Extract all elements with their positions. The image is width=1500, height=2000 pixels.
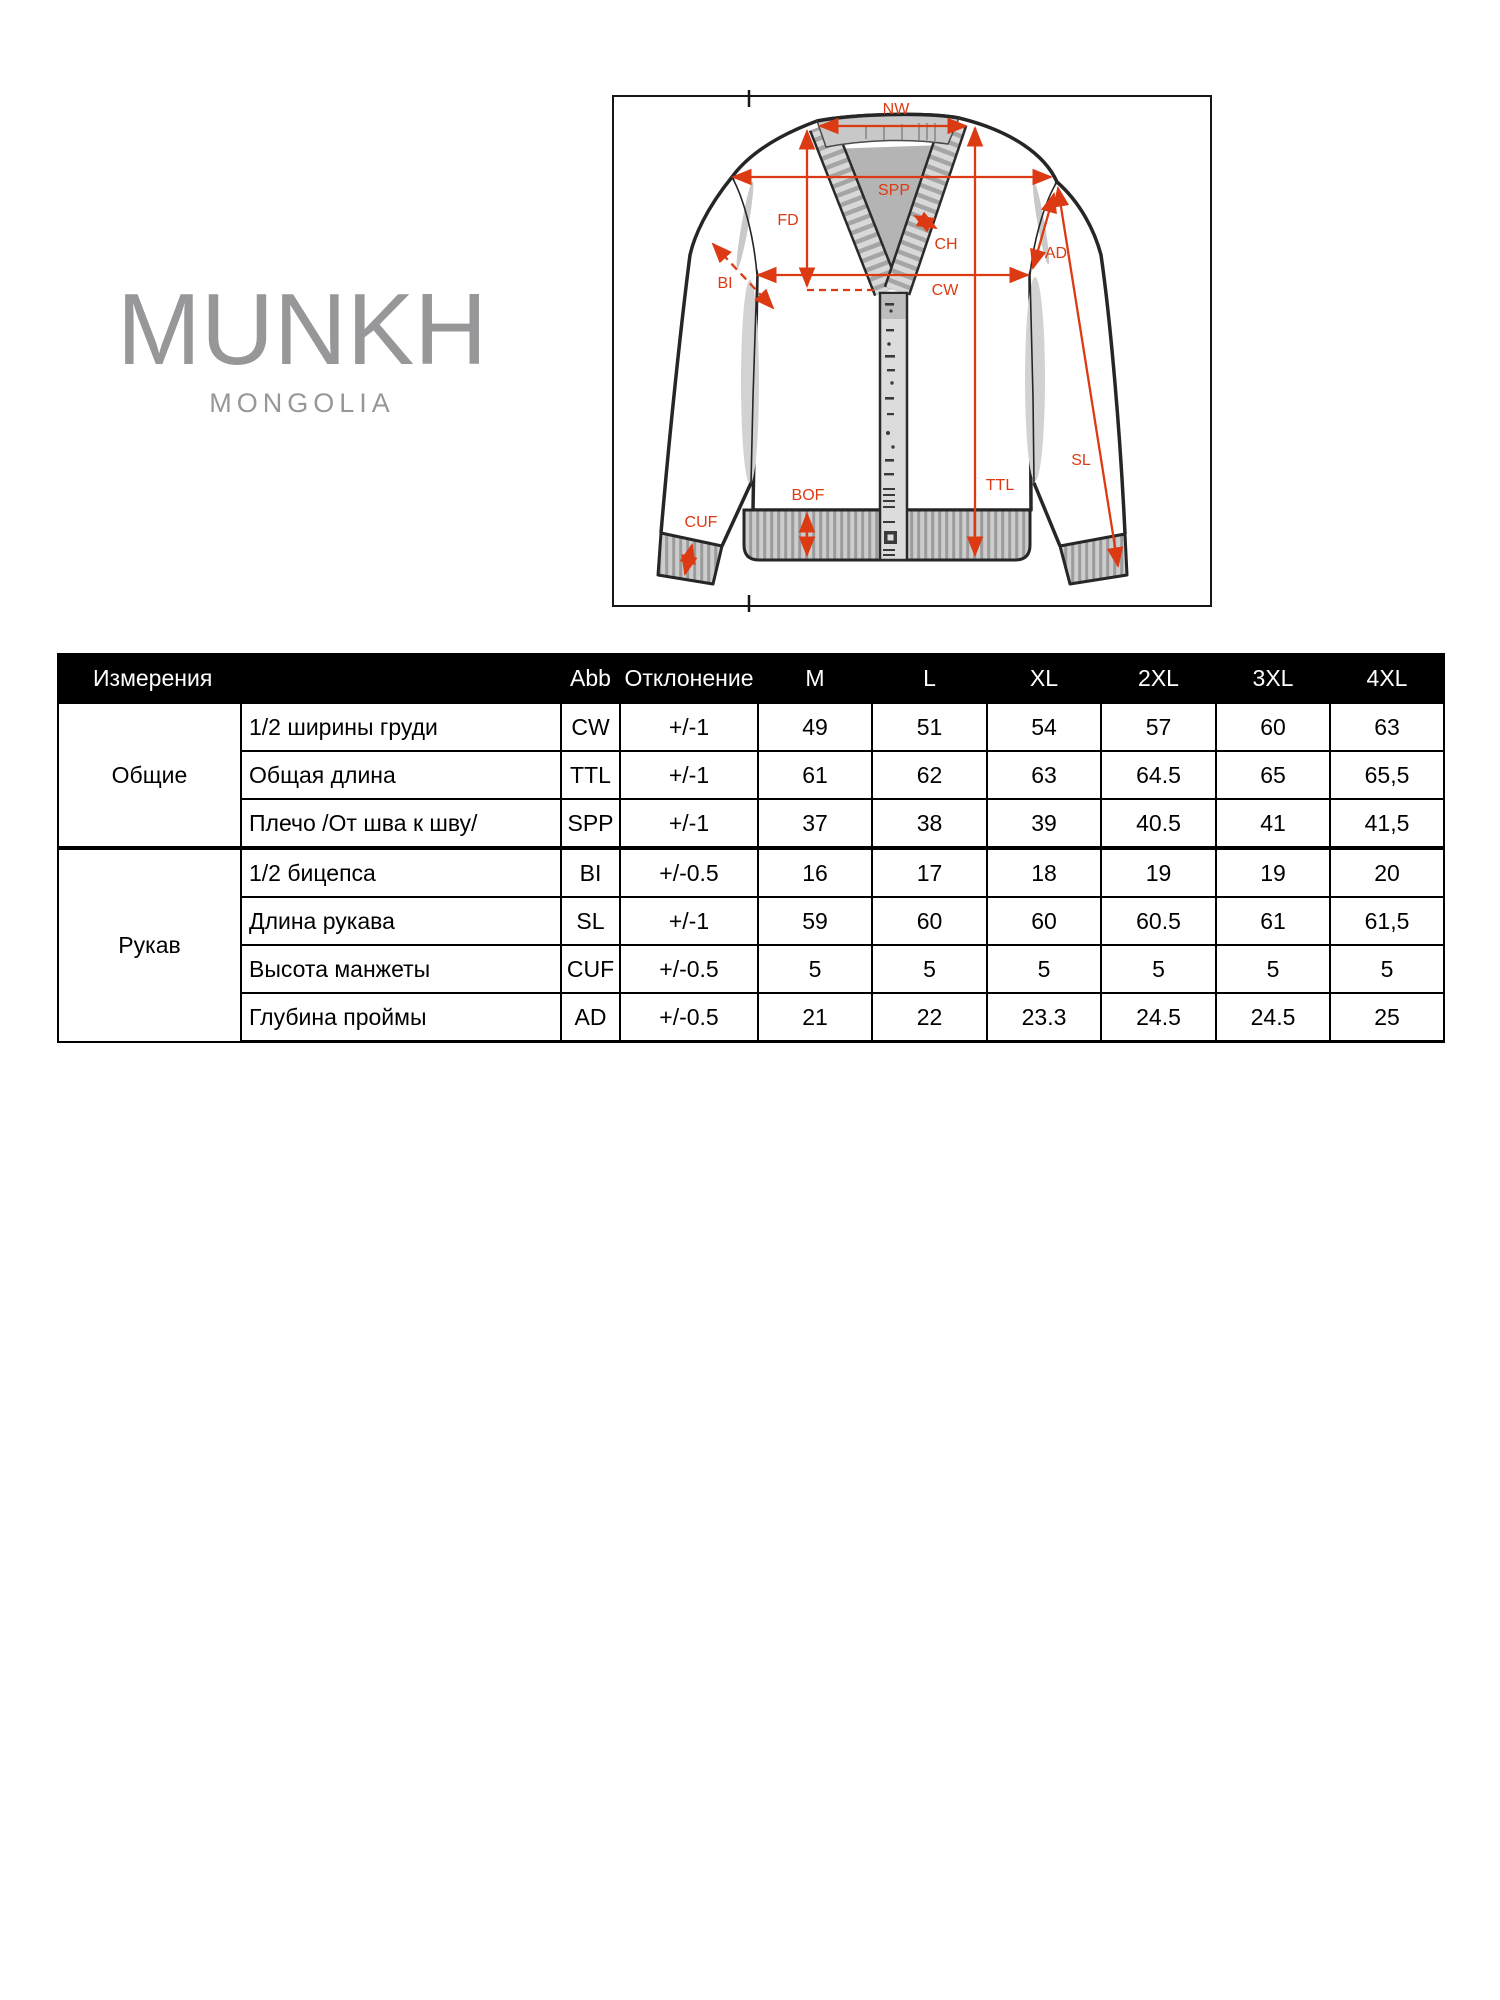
- measurement-name-cell: Длина рукава: [241, 897, 561, 945]
- ad-label: AD: [1044, 245, 1068, 262]
- size-value-cell: 24.5: [1216, 993, 1330, 1042]
- size-value-cell: 62: [872, 751, 987, 799]
- abb-cell: TTL: [561, 751, 620, 799]
- size-value-cell: 24.5: [1101, 993, 1216, 1042]
- measurement-name-cell: Высота манжеты: [241, 945, 561, 993]
- size-value-cell: 61: [758, 751, 872, 799]
- size-value-cell: 60: [872, 897, 987, 945]
- deviation-cell: +/-1: [620, 897, 758, 945]
- measurement-name-cell: 1/2 бицепса: [241, 848, 561, 897]
- abb-cell: CW: [561, 703, 620, 751]
- bi-label: BI: [717, 275, 733, 292]
- right-sleeve: [1025, 181, 1125, 546]
- table-row: [58, 945, 1444, 993]
- table-row: [58, 993, 1444, 1042]
- size-value-cell: 59: [758, 897, 872, 945]
- abb-cell: SPP: [561, 799, 620, 848]
- size-value-cell: 20: [1330, 848, 1444, 897]
- cuf-label: CUF: [684, 514, 718, 531]
- measurement-name-cell: Глубина проймы: [241, 993, 561, 1042]
- size-value-cell: 57: [1101, 703, 1216, 751]
- header-size-4xl: 4XL: [1330, 654, 1444, 703]
- size-value-cell: 54: [987, 703, 1101, 751]
- right-sleeve-shading: [1025, 277, 1045, 481]
- brand-logo: [116, 274, 488, 419]
- spp-label: SPP: [877, 182, 911, 199]
- measurement-name-cell: Общая длина: [241, 751, 561, 799]
- measurement-name-cell: 1/2 ширины груди: [241, 703, 561, 751]
- ch-label: CH: [934, 236, 958, 253]
- size-value-cell: 60.5: [1101, 897, 1216, 945]
- size-value-cell: 5: [1216, 945, 1330, 993]
- brand-subtitle: MONGOLIA: [209, 388, 395, 418]
- abb-cell: SL: [561, 897, 620, 945]
- measurement-name-cell: Плечо /От шва к шву/: [241, 799, 561, 848]
- size-value-cell: 5: [1330, 945, 1444, 993]
- size-value-cell: 61: [1216, 897, 1330, 945]
- size-value-cell: 60: [1216, 703, 1330, 751]
- header-abb: Abb: [561, 654, 620, 703]
- size-value-cell: 63: [1330, 703, 1444, 751]
- size-value-cell: 19: [1216, 848, 1330, 897]
- placket: [880, 293, 907, 560]
- size-value-cell: 19: [1101, 848, 1216, 897]
- size-value-cell: 49: [758, 703, 872, 751]
- size-value-cell: 63: [987, 751, 1101, 799]
- deviation-cell: +/-0.5: [620, 993, 758, 1042]
- size-value-cell: 65: [1216, 751, 1330, 799]
- size-value-cell: 51: [872, 703, 987, 751]
- size-value-cell: 41: [1216, 799, 1330, 848]
- table-row: [58, 848, 1444, 897]
- header-size-l: L: [872, 654, 987, 703]
- deviation-cell: +/-1: [620, 799, 758, 848]
- header-size-m: M: [758, 654, 872, 703]
- size-table-wrap: [57, 653, 1445, 1043]
- table-row: [58, 799, 1444, 848]
- cardigan-diagram: [614, 97, 1210, 605]
- table-row: [58, 751, 1444, 799]
- size-value-cell: 16: [758, 848, 872, 897]
- nw-label: NW: [882, 101, 910, 118]
- deviation-cell: +/-0.5: [620, 945, 758, 993]
- size-value-cell: 5: [872, 945, 987, 993]
- size-value-cell: 5: [758, 945, 872, 993]
- header-size-xl: XL: [987, 654, 1101, 703]
- bof-label: BOF: [791, 487, 825, 504]
- size-value-cell: 37: [758, 799, 872, 848]
- size-value-cell: 18: [987, 848, 1101, 897]
- header-measurements: Измерения: [58, 654, 561, 703]
- size-value-cell: 41,5: [1330, 799, 1444, 848]
- deviation-cell: +/-1: [620, 751, 758, 799]
- ttl-label: TTL: [985, 477, 1015, 494]
- row-group-label: Общие: [58, 703, 241, 848]
- size-value-cell: 40.5: [1101, 799, 1216, 848]
- abb-cell: CUF: [561, 945, 620, 993]
- size-value-cell: 61,5: [1330, 897, 1444, 945]
- deviation-cell: +/-0.5: [620, 848, 758, 897]
- size-value-cell: 25: [1330, 993, 1444, 1042]
- size-value-cell: 64.5: [1101, 751, 1216, 799]
- size-value-cell: 23.3: [987, 993, 1101, 1042]
- left-sleeve: [661, 177, 759, 546]
- size-value-cell: 65,5: [1330, 751, 1444, 799]
- size-value-cell: 22: [872, 993, 987, 1042]
- table-row: [58, 897, 1444, 945]
- header-size-3xl: 3XL: [1216, 654, 1330, 703]
- size-spec-table: [57, 653, 1445, 1043]
- sl-label: SL: [1071, 452, 1091, 469]
- size-value-cell: 5: [987, 945, 1101, 993]
- header-deviation: Отклонение: [620, 654, 758, 703]
- size-value-cell: 5: [1101, 945, 1216, 993]
- cardigan-diagram-frame: [612, 95, 1212, 607]
- abb-cell: AD: [561, 993, 620, 1042]
- size-value-cell: 39: [987, 799, 1101, 848]
- deviation-cell: +/-1: [620, 703, 758, 751]
- row-group-label: Рукав: [58, 848, 241, 1042]
- brand-name: MUNKH: [116, 274, 488, 386]
- header-size-2xl: 2XL: [1101, 654, 1216, 703]
- size-value-cell: 38: [872, 799, 987, 848]
- cw-label: CW: [931, 282, 959, 299]
- size-value-cell: 21: [758, 993, 872, 1042]
- table-row: [58, 703, 1444, 751]
- size-value-cell: 17: [872, 848, 987, 897]
- fd-label: FD: [777, 212, 799, 229]
- header-row: [58, 654, 1444, 703]
- size-value-cell: 60: [987, 897, 1101, 945]
- abb-cell: BI: [561, 848, 620, 897]
